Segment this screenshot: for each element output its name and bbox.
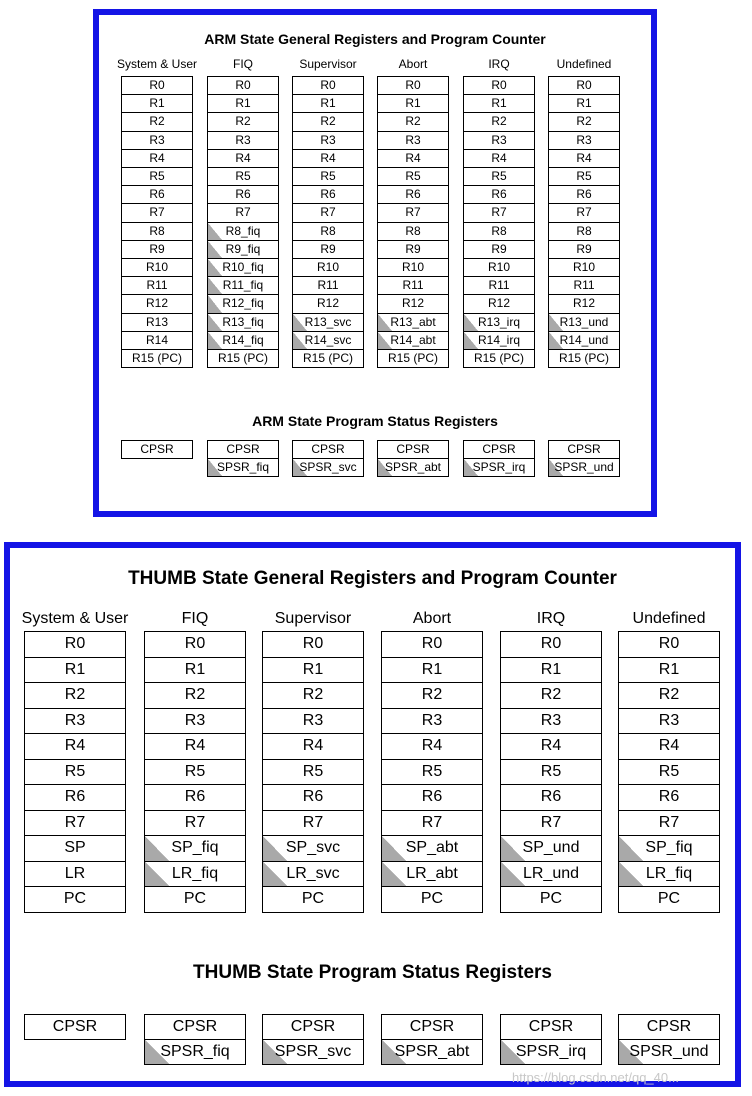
- arm-psr-fiq-spsr-fiq: SPSR_fiq: [207, 458, 279, 477]
- arm-register-fiq-r7: R7: [207, 203, 279, 222]
- thumb-register-abort-pc: PC: [381, 886, 483, 913]
- thumb-register-undefined-lr-fiq: LR_fiq: [618, 861, 720, 888]
- thumb-register-irq-r3: R3: [500, 708, 602, 735]
- arm-register-irq-r4: R4: [463, 149, 535, 168]
- thumb-register-supervisor-r4: R4: [262, 733, 364, 760]
- arm-register-fiq-r4: R4: [207, 149, 279, 168]
- arm-register-supervisor-r9: R9: [292, 240, 364, 259]
- arm-register-irq-r7: R7: [463, 203, 535, 222]
- thumb-register-supervisor-pc: PC: [262, 886, 364, 913]
- thumb-register-supervisor-sp-svc: SP_svc: [262, 835, 364, 862]
- thumb-psr-abort-cpsr: CPSR: [381, 1014, 483, 1040]
- thumb-mode-name-supervisor: Supervisor: [274, 610, 352, 627]
- arm-registers-title: ARM State General Registers and Program Counter: [204, 31, 546, 47]
- thumb-psr-fiq-spsr-fiq: SPSR_fiq: [144, 1039, 246, 1065]
- arm-mode-name-irq: IRQ: [488, 57, 510, 71]
- thumb-register-fiq-r2: R2: [144, 682, 246, 709]
- arm-mode-name-supervisor: Supervisor: [299, 57, 357, 71]
- arm-psr-supervisor-spsr-svc: SPSR_svc: [292, 458, 364, 477]
- thumb-register-abort-lr-abt: LR_abt: [381, 861, 483, 888]
- thumb-register-supervisor-r0: R0: [262, 631, 364, 658]
- arm-register-irq-r12: R12: [463, 294, 535, 313]
- thumb-register-abort-sp-abt: SP_abt: [381, 835, 483, 862]
- arm-register-undefined-r2: R2: [548, 112, 620, 131]
- thumb-register-fiq-sp-fiq: SP_fiq: [144, 835, 246, 862]
- arm-register-undefined-r11: R11: [548, 276, 620, 295]
- thumb-psr-undefined-spsr-und: SPSR_und: [618, 1039, 720, 1065]
- arm-register-system-user-r1: R1: [121, 94, 193, 113]
- thumb-register-supervisor-r6: R6: [262, 784, 364, 811]
- arm-register-supervisor-r0: R0: [292, 76, 364, 95]
- arm-register-abort-r2: R2: [377, 112, 449, 131]
- arm-psr-undefined-cpsr: CPSR: [548, 440, 620, 459]
- thumb-register-fiq-r7: R7: [144, 810, 246, 837]
- thumb-register-supervisor-r5: R5: [262, 759, 364, 786]
- thumb-register-irq-r7: R7: [500, 810, 602, 837]
- thumb-register-system-user-r1: R1: [24, 657, 126, 684]
- thumb-mode-name-undefined: Undefined: [632, 610, 706, 627]
- arm-register-abort-r14-abt: R14_abt: [377, 331, 449, 350]
- arm-register-supervisor-r2: R2: [292, 112, 364, 131]
- arm-register-supervisor-r5: R5: [292, 167, 364, 186]
- thumb-register-undefined-r3: R3: [618, 708, 720, 735]
- thumb-register-system-user-r3: R3: [24, 708, 126, 735]
- thumb-register-abort-r5: R5: [381, 759, 483, 786]
- thumb-mode-name-abort: Abort: [412, 610, 452, 627]
- thumb-registers-title: THUMB State General Registers and Program Counter: [128, 568, 617, 589]
- arm-register-system-user-r5: R5: [121, 167, 193, 186]
- arm-register-system-user-r8: R8: [121, 222, 193, 241]
- thumb-psr-fiq-cpsr: CPSR: [144, 1014, 246, 1040]
- arm-register-fiq-r12-fiq: R12_fiq: [207, 294, 279, 313]
- arm-register-fiq-r8-fiq: R8_fiq: [207, 222, 279, 241]
- arm-register-supervisor-r10: R10: [292, 258, 364, 277]
- arm-register-system-user-r13: R13: [121, 313, 193, 332]
- thumb-register-undefined-r6: R6: [618, 784, 720, 811]
- thumb-register-system-user-r6: R6: [24, 784, 126, 811]
- thumb-register-undefined-r7: R7: [618, 810, 720, 837]
- arm-register-irq-r15-pc: R15 (PC): [463, 349, 535, 368]
- thumb-register-system-user-r5: R5: [24, 759, 126, 786]
- arm-register-supervisor-r11: R11: [292, 276, 364, 295]
- arm-psr-irq-spsr-irq: SPSR_irq: [463, 458, 535, 477]
- thumb-register-irq-pc: PC: [500, 886, 602, 913]
- arm-register-supervisor-r6: R6: [292, 185, 364, 204]
- arm-register-system-user-r15-pc: R15 (PC): [121, 349, 193, 368]
- arm-register-undefined-r8: R8: [548, 222, 620, 241]
- arm-register-irq-r6: R6: [463, 185, 535, 204]
- arm-register-abort-r1: R1: [377, 94, 449, 113]
- thumb-register-system-user-sp: SP: [24, 835, 126, 862]
- thumb-register-irq-r4: R4: [500, 733, 602, 760]
- arm-register-system-user-r4: R4: [121, 149, 193, 168]
- arm-psr-system-user-cpsr: CPSR: [121, 440, 193, 459]
- thumb-register-irq-r2: R2: [500, 682, 602, 709]
- arm-register-irq-r5: R5: [463, 167, 535, 186]
- arm-mode-name-fiq: FIQ: [233, 57, 253, 71]
- thumb-psr-abort-spsr-abt: SPSR_abt: [381, 1039, 483, 1065]
- thumb-register-supervisor-r2: R2: [262, 682, 364, 709]
- thumb-register-fiq-r6: R6: [144, 784, 246, 811]
- thumb-psr-title: THUMB State Program Status Registers: [193, 962, 552, 983]
- arm-register-irq-r13-irq: R13_irq: [463, 313, 535, 332]
- arm-register-supervisor-r4: R4: [292, 149, 364, 168]
- arm-register-system-user-r2: R2: [121, 112, 193, 131]
- arm-register-supervisor-r15-pc: R15 (PC): [292, 349, 364, 368]
- arm-register-undefined-r1: R1: [548, 94, 620, 113]
- thumb-register-irq-r0: R0: [500, 631, 602, 658]
- thumb-mode-name-irq: IRQ: [536, 610, 566, 627]
- thumb-register-system-user-r4: R4: [24, 733, 126, 760]
- thumb-register-undefined-pc: PC: [618, 886, 720, 913]
- thumb-register-supervisor-r1: R1: [262, 657, 364, 684]
- arm-state-panel: [93, 9, 657, 517]
- arm-register-abort-r8: R8: [377, 222, 449, 241]
- arm-register-fiq-r15-pc: R15 (PC): [207, 349, 279, 368]
- arm-psr-abort-spsr-abt: SPSR_abt: [377, 458, 449, 477]
- thumb-register-fiq-lr-fiq: LR_fiq: [144, 861, 246, 888]
- arm-register-irq-r0: R0: [463, 76, 535, 95]
- thumb-psr-undefined-cpsr: CPSR: [618, 1014, 720, 1040]
- arm-psr-fiq-cpsr: CPSR: [207, 440, 279, 459]
- arm-register-fiq-r3: R3: [207, 131, 279, 150]
- thumb-register-abort-r7: R7: [381, 810, 483, 837]
- arm-register-undefined-r12: R12: [548, 294, 620, 313]
- thumb-psr-supervisor-spsr-svc: SPSR_svc: [262, 1039, 364, 1065]
- thumb-state-panel: [4, 542, 741, 1087]
- arm-register-fiq-r14-fiq: R14_fiq: [207, 331, 279, 350]
- arm-register-undefined-r13-und: R13_und: [548, 313, 620, 332]
- thumb-register-abort-r6: R6: [381, 784, 483, 811]
- thumb-register-system-user-lr: LR: [24, 861, 126, 888]
- arm-register-irq-r1: R1: [463, 94, 535, 113]
- arm-register-undefined-r5: R5: [548, 167, 620, 186]
- thumb-register-irq-lr-und: LR_und: [500, 861, 602, 888]
- arm-register-undefined-r9: R9: [548, 240, 620, 259]
- arm-register-system-user-r10: R10: [121, 258, 193, 277]
- arm-register-supervisor-r13-svc: R13_svc: [292, 313, 364, 332]
- arm-register-system-user-r12: R12: [121, 294, 193, 313]
- arm-psr-undefined-spsr-und: SPSR_und: [548, 458, 620, 477]
- thumb-register-undefined-r0: R0: [618, 631, 720, 658]
- thumb-register-fiq-r4: R4: [144, 733, 246, 760]
- arm-register-system-user-r11: R11: [121, 276, 193, 295]
- thumb-register-abort-r0: R0: [381, 631, 483, 658]
- thumb-psr-supervisor-cpsr: CPSR: [262, 1014, 364, 1040]
- thumb-register-abort-r2: R2: [381, 682, 483, 709]
- thumb-register-fiq-r5: R5: [144, 759, 246, 786]
- arm-psr-title: ARM State Program Status Registers: [252, 413, 498, 429]
- arm-register-fiq-r10-fiq: R10_fiq: [207, 258, 279, 277]
- arm-register-abort-r7: R7: [377, 203, 449, 222]
- thumb-register-irq-r5: R5: [500, 759, 602, 786]
- arm-register-abort-r4: R4: [377, 149, 449, 168]
- arm-register-system-user-r6: R6: [121, 185, 193, 204]
- thumb-register-fiq-r0: R0: [144, 631, 246, 658]
- thumb-mode-name-system-user: System & User: [21, 610, 129, 627]
- arm-register-irq-r9: R9: [463, 240, 535, 259]
- arm-register-irq-r10: R10: [463, 258, 535, 277]
- arm-register-undefined-r14-und: R14_und: [548, 331, 620, 350]
- thumb-register-system-user-r0: R0: [24, 631, 126, 658]
- arm-register-abort-r6: R6: [377, 185, 449, 204]
- thumb-register-abort-r3: R3: [381, 708, 483, 735]
- watermark: https://blog.csdn.net/qq_40...: [512, 1070, 679, 1085]
- arm-register-irq-r14-irq: R14_irq: [463, 331, 535, 350]
- arm-register-irq-r2: R2: [463, 112, 535, 131]
- thumb-register-system-user-pc: PC: [24, 886, 126, 913]
- arm-register-undefined-r3: R3: [548, 131, 620, 150]
- thumb-register-abort-r1: R1: [381, 657, 483, 684]
- thumb-register-system-user-r7: R7: [24, 810, 126, 837]
- thumb-register-supervisor-lr-svc: LR_svc: [262, 861, 364, 888]
- arm-register-system-user-r7: R7: [121, 203, 193, 222]
- arm-register-undefined-r4: R4: [548, 149, 620, 168]
- arm-register-irq-r11: R11: [463, 276, 535, 295]
- arm-register-supervisor-r8: R8: [292, 222, 364, 241]
- thumb-mode-name-fiq: FIQ: [181, 610, 209, 627]
- arm-register-abort-r12: R12: [377, 294, 449, 313]
- arm-register-abort-r9: R9: [377, 240, 449, 259]
- thumb-register-undefined-r5: R5: [618, 759, 720, 786]
- thumb-register-irq-r1: R1: [500, 657, 602, 684]
- arm-register-abort-r3: R3: [377, 131, 449, 150]
- arm-register-fiq-r0: R0: [207, 76, 279, 95]
- arm-register-irq-r3: R3: [463, 131, 535, 150]
- arm-register-system-user-r3: R3: [121, 131, 193, 150]
- thumb-register-undefined-r2: R2: [618, 682, 720, 709]
- arm-register-abort-r10: R10: [377, 258, 449, 277]
- arm-register-abort-r5: R5: [377, 167, 449, 186]
- thumb-register-irq-r6: R6: [500, 784, 602, 811]
- thumb-register-undefined-r1: R1: [618, 657, 720, 684]
- thumb-psr-irq-cpsr: CPSR: [500, 1014, 602, 1040]
- thumb-register-supervisor-r3: R3: [262, 708, 364, 735]
- arm-register-abort-r13-abt: R13_abt: [377, 313, 449, 332]
- arm-register-supervisor-r3: R3: [292, 131, 364, 150]
- thumb-register-fiq-r3: R3: [144, 708, 246, 735]
- arm-psr-supervisor-cpsr: CPSR: [292, 440, 364, 459]
- thumb-register-irq-sp-und: SP_und: [500, 835, 602, 862]
- thumb-register-fiq-pc: PC: [144, 886, 246, 913]
- arm-register-system-user-r9: R9: [121, 240, 193, 259]
- arm-register-fiq-r5: R5: [207, 167, 279, 186]
- arm-psr-irq-cpsr: CPSR: [463, 440, 535, 459]
- arm-register-undefined-r15-pc: R15 (PC): [548, 349, 620, 368]
- arm-mode-name-abort: Abort: [398, 57, 428, 71]
- arm-register-fiq-r11-fiq: R11_fiq: [207, 276, 279, 295]
- thumb-register-undefined-sp-fiq: SP_fiq: [618, 835, 720, 862]
- arm-register-system-user-r14: R14: [121, 331, 193, 350]
- arm-register-undefined-r6: R6: [548, 185, 620, 204]
- arm-register-supervisor-r1: R1: [292, 94, 364, 113]
- arm-register-supervisor-r7: R7: [292, 203, 364, 222]
- arm-mode-name-system-user: System & User: [116, 57, 197, 71]
- arm-register-fiq-r9-fiq: R9_fiq: [207, 240, 279, 259]
- arm-register-undefined-r7: R7: [548, 203, 620, 222]
- thumb-psr-system-user-cpsr: CPSR: [24, 1014, 126, 1040]
- arm-register-supervisor-r12: R12: [292, 294, 364, 313]
- arm-register-abort-r11: R11: [377, 276, 449, 295]
- arm-register-irq-r8: R8: [463, 222, 535, 241]
- thumb-register-supervisor-r7: R7: [262, 810, 364, 837]
- thumb-register-undefined-r4: R4: [618, 733, 720, 760]
- arm-register-undefined-r0: R0: [548, 76, 620, 95]
- thumb-register-abort-r4: R4: [381, 733, 483, 760]
- thumb-psr-irq-spsr-irq: SPSR_irq: [500, 1039, 602, 1065]
- arm-register-fiq-r6: R6: [207, 185, 279, 204]
- arm-register-abort-r15-pc: R15 (PC): [377, 349, 449, 368]
- arm-register-fiq-r2: R2: [207, 112, 279, 131]
- arm-register-fiq-r1: R1: [207, 94, 279, 113]
- arm-register-undefined-r10: R10: [548, 258, 620, 277]
- arm-register-abort-r0: R0: [377, 76, 449, 95]
- arm-register-supervisor-r14-svc: R14_svc: [292, 331, 364, 350]
- thumb-register-fiq-r1: R1: [144, 657, 246, 684]
- arm-mode-name-undefined: Undefined: [556, 57, 612, 71]
- thumb-register-system-user-r2: R2: [24, 682, 126, 709]
- arm-register-fiq-r13-fiq: R13_fiq: [207, 313, 279, 332]
- arm-psr-abort-cpsr: CPSR: [377, 440, 449, 459]
- arm-register-system-user-r0: R0: [121, 76, 193, 95]
